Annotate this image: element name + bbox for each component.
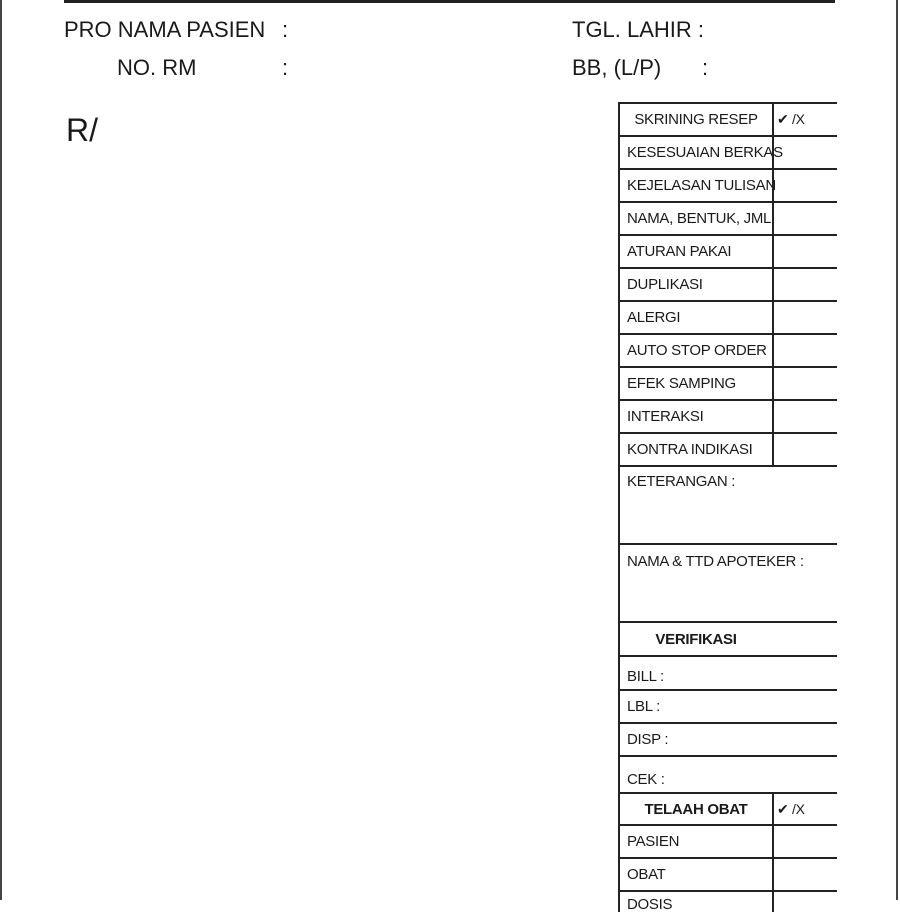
skrining-header-row [620,104,837,137]
skrining-item-label: EFEK SAMPING [627,375,736,392]
skrining-row [620,335,837,368]
keterangan-box[interactable] [620,467,837,545]
skrining-row [620,170,837,203]
skrining-row [620,203,837,236]
skrining-item-label: INTERAKSI [627,408,704,425]
verifikasi-item-label: LBL : [627,698,660,715]
no-rm-label: NO. RM [117,55,197,80]
verifikasi-row[interactable] [620,691,837,724]
telaah-header-row [620,794,837,826]
skrining-row [620,434,837,467]
skrining-item-label: KEJELASAN TULISAN [627,177,776,194]
top-rule [64,0,835,3]
telaah-item-label: DOSIS [627,896,673,912]
skrining-row [620,137,837,170]
telaah-check-header: ✔ /X [772,794,837,824]
verifikasi-row[interactable] [620,757,837,794]
no-rm-colon: : [282,55,289,80]
skrining-check-cell[interactable] [772,203,837,234]
skrining-check-cell[interactable] [772,368,837,399]
verifikasi-title: VERIFIKASI [655,630,737,648]
verifikasi-item-label: CEK : [627,771,665,788]
telaah-row [620,859,837,892]
skrining-row [620,236,837,269]
verifikasi-item-label: DISP : [627,731,669,748]
verifikasi-item-label: BILL : [627,668,664,685]
skrining-row [620,302,837,335]
skrining-row [620,368,837,401]
tgl-lahir-label: TGL. LAHIR : [572,17,705,42]
telaah-check-cell[interactable] [772,826,837,857]
skrining-row [620,269,837,302]
rx-symbol: R/ [66,112,98,148]
skrining-item-label: KONTRA INDIKASI [627,441,753,458]
telaah-check-cell[interactable] [772,892,837,912]
skrining-check-cell[interactable] [772,335,837,366]
telaah-check-cell[interactable] [772,859,837,890]
apoteker-box[interactable] [620,545,837,623]
keterangan-label: KETERANGAN : [627,473,736,490]
skrining-check-header: ✔ /X [772,104,837,135]
skrining-check-cell[interactable] [772,170,837,201]
skrining-check-cell[interactable] [772,236,837,267]
skrining-item-label: ALERGI [627,309,681,326]
bb-colon: : [702,55,709,80]
skrining-check-cell[interactable] [772,302,837,333]
skrining-item-label: ATURAN PAKAI [627,243,732,260]
screening-table [618,102,837,912]
skrining-item-label: AUTO STOP ORDER [627,342,767,359]
verifikasi-row[interactable] [620,724,837,757]
bb-label: BB, (L/P) [572,55,662,80]
skrining-check-cell[interactable] [772,269,837,300]
skrining-row [620,401,837,434]
skrining-check-cell[interactable] [772,434,837,465]
telaah-row [620,892,837,912]
telaah-item-label: PASIEN [627,833,680,850]
skrining-check-cell[interactable] [772,401,837,432]
skrining-item-label: DUPLIKASI [627,276,703,293]
skrining-title: SKRINING RESEP [634,111,758,128]
skrining-item-label: KESESUAIAN BERKAS [627,144,783,161]
nama-pasien-colon: : [282,17,289,42]
telaah-item-label: OBAT [627,866,666,883]
telaah-title: TELAAH OBAT [644,800,748,818]
telaah-row [620,826,837,859]
verifikasi-header-row [620,623,837,657]
verifikasi-row[interactable] [620,657,837,691]
skrining-check-cell[interactable] [772,137,837,168]
apoteker-label: NAMA & TTD APOTEKER : [627,553,804,570]
nama-pasien-label: PRO NAMA PASIEN [64,17,266,42]
skrining-item-label: NAMA, BENTUK, JML [627,210,772,227]
